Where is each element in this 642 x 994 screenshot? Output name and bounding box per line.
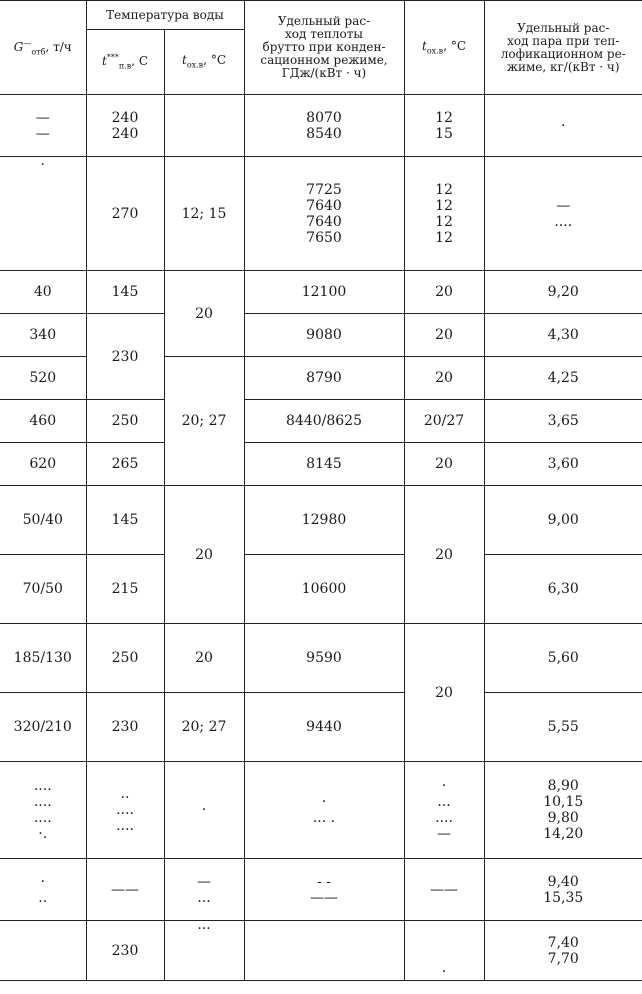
cooling-water-temp-header: $t_{ох.в}$, °С bbox=[404, 1, 484, 95]
cell-tpv: 230 bbox=[86, 921, 164, 981]
cell-g: 40 bbox=[0, 271, 86, 314]
cell-tov: · bbox=[164, 762, 244, 859]
cell-heat: · ... . bbox=[244, 762, 404, 859]
cell-heat: 8790 bbox=[244, 357, 404, 400]
cell-tov: ··· bbox=[164, 921, 244, 981]
cell-tpv: 240 240 bbox=[86, 95, 164, 157]
cell-g: 620 bbox=[0, 443, 86, 486]
cell-g: 70/50 bbox=[0, 555, 86, 624]
cell-steam: 6,30 bbox=[484, 555, 642, 624]
water-temp-header: Температура воды bbox=[86, 1, 244, 30]
cell-tpv: 265 bbox=[86, 443, 164, 486]
cell-heat bbox=[244, 921, 404, 981]
table-row bbox=[0, 693, 642, 762]
cell-steam: 9,20 bbox=[484, 271, 642, 314]
cell-tov: 20 bbox=[164, 624, 244, 693]
cell-tov: 12; 15 bbox=[164, 157, 244, 271]
cell-g bbox=[0, 921, 86, 981]
cell-heat: 8145 bbox=[244, 443, 404, 486]
table-row bbox=[0, 762, 642, 859]
cell-steam: 5,55 bbox=[484, 693, 642, 762]
cell-heat: 9440 bbox=[244, 693, 404, 762]
cell-tov: 20 bbox=[164, 271, 244, 357]
table-row bbox=[0, 95, 642, 157]
feed-water-temp-header: $t^{***}_{п.в}$, С bbox=[86, 30, 164, 95]
cell-t2: · ... .... — bbox=[404, 762, 484, 859]
cell-g: 185/130 bbox=[0, 624, 86, 693]
cell-tpv: 250 bbox=[86, 400, 164, 443]
cell-t2: 20 bbox=[404, 624, 484, 762]
cell-t2: —— bbox=[404, 859, 484, 921]
cell-g: 460 bbox=[0, 400, 86, 443]
table-row bbox=[0, 624, 642, 693]
cell-t2: 12 15 bbox=[404, 95, 484, 157]
cell-tov: 20; 27 bbox=[164, 357, 244, 486]
table-row bbox=[0, 486, 642, 555]
cell-steam: 4,30 bbox=[484, 314, 642, 357]
cell-t2: 20/27 bbox=[404, 400, 484, 443]
table-row bbox=[0, 859, 642, 921]
cell-t2: 20 bbox=[404, 357, 484, 400]
cell-heat: 10600 bbox=[244, 555, 404, 624]
cell-t2: 20 bbox=[404, 486, 484, 624]
cell-tpv: 230 bbox=[86, 314, 164, 400]
cell-tpv: .. .... .... bbox=[86, 762, 164, 859]
table-row bbox=[0, 400, 642, 443]
cell-g: 320/210 bbox=[0, 693, 86, 762]
table-row bbox=[0, 555, 642, 624]
cell-heat: 12100 bbox=[244, 271, 404, 314]
cell-g: — — bbox=[0, 95, 86, 157]
cell-tpv: 230 bbox=[86, 693, 164, 762]
cell-steam: 9,00 bbox=[484, 486, 642, 555]
cell-steam: · bbox=[484, 95, 642, 157]
cell-g: 340 bbox=[0, 314, 86, 357]
heat-consumption-header: Удельный рас- ход теплоты брутто при конден- сационном режиме, ГДж/(кВт · ч) bbox=[244, 1, 404, 95]
cell-tov: 20 bbox=[164, 486, 244, 624]
steam-consumption-header: Удельный рас- ход пара при теп- лофикационном ре- жиме, кг/(кВт · ч) bbox=[484, 1, 642, 95]
table-row bbox=[0, 443, 642, 486]
cell-g: .... .... .... ·. bbox=[0, 762, 86, 859]
cell-t2: 20 bbox=[404, 314, 484, 357]
cell-tpv: 250 bbox=[86, 624, 164, 693]
cell-heat: 8440/8625 bbox=[244, 400, 404, 443]
cell-tpv: 145 bbox=[86, 486, 164, 555]
cell-t2: 12 12 12 12 bbox=[404, 157, 484, 271]
cell-heat: 9590 bbox=[244, 624, 404, 693]
cell-t2: 20 bbox=[404, 443, 484, 486]
cell-steam: 5,60 bbox=[484, 624, 642, 693]
g-header: $G^—_{отб}$, т/ч bbox=[0, 1, 86, 95]
cell-steam: 4,25 bbox=[484, 357, 642, 400]
table-row bbox=[0, 271, 642, 314]
cell-tpv: 215 bbox=[86, 555, 164, 624]
cell-steam: 9,40 15,35 bbox=[484, 859, 642, 921]
cell-steam: — .... bbox=[484, 157, 642, 271]
table-row bbox=[0, 921, 642, 981]
cell-tpv: —— bbox=[86, 859, 164, 921]
cell-heat: 9080 bbox=[244, 314, 404, 357]
cooling-water-temp-subheader: $t_{ох.в}$, °С bbox=[164, 30, 244, 95]
cell-steam: 8,90 10,15 9,80 14,20 bbox=[484, 762, 642, 859]
cell-tpv: 270 bbox=[86, 157, 164, 271]
cell-heat: 7725 7640 7640 7650 bbox=[244, 157, 404, 271]
cell-steam: 3,60 bbox=[484, 443, 642, 486]
cell-g: 520 bbox=[0, 357, 86, 400]
cell-heat: 8070 8540 bbox=[244, 95, 404, 157]
header-row-1 bbox=[0, 1, 642, 30]
cell-tov: — ... bbox=[164, 859, 244, 921]
table-row bbox=[0, 314, 642, 357]
cell-heat: - - —— bbox=[244, 859, 404, 921]
cell-tov: 20; 27 bbox=[164, 693, 244, 762]
cell-tpv: 145 bbox=[86, 271, 164, 314]
cell-steam: 7,40 7,70 bbox=[484, 921, 642, 981]
cell-steam: 3,65 bbox=[484, 400, 642, 443]
cell-heat: 12980 bbox=[244, 486, 404, 555]
cell-t2: 20 bbox=[404, 271, 484, 314]
cell-g: · bbox=[0, 157, 86, 271]
cell-tov bbox=[164, 95, 244, 157]
cell-g: · .. bbox=[0, 859, 86, 921]
table-row bbox=[0, 157, 642, 271]
cell-t2: · bbox=[404, 921, 484, 981]
cell-g: 50/40 bbox=[0, 486, 86, 555]
